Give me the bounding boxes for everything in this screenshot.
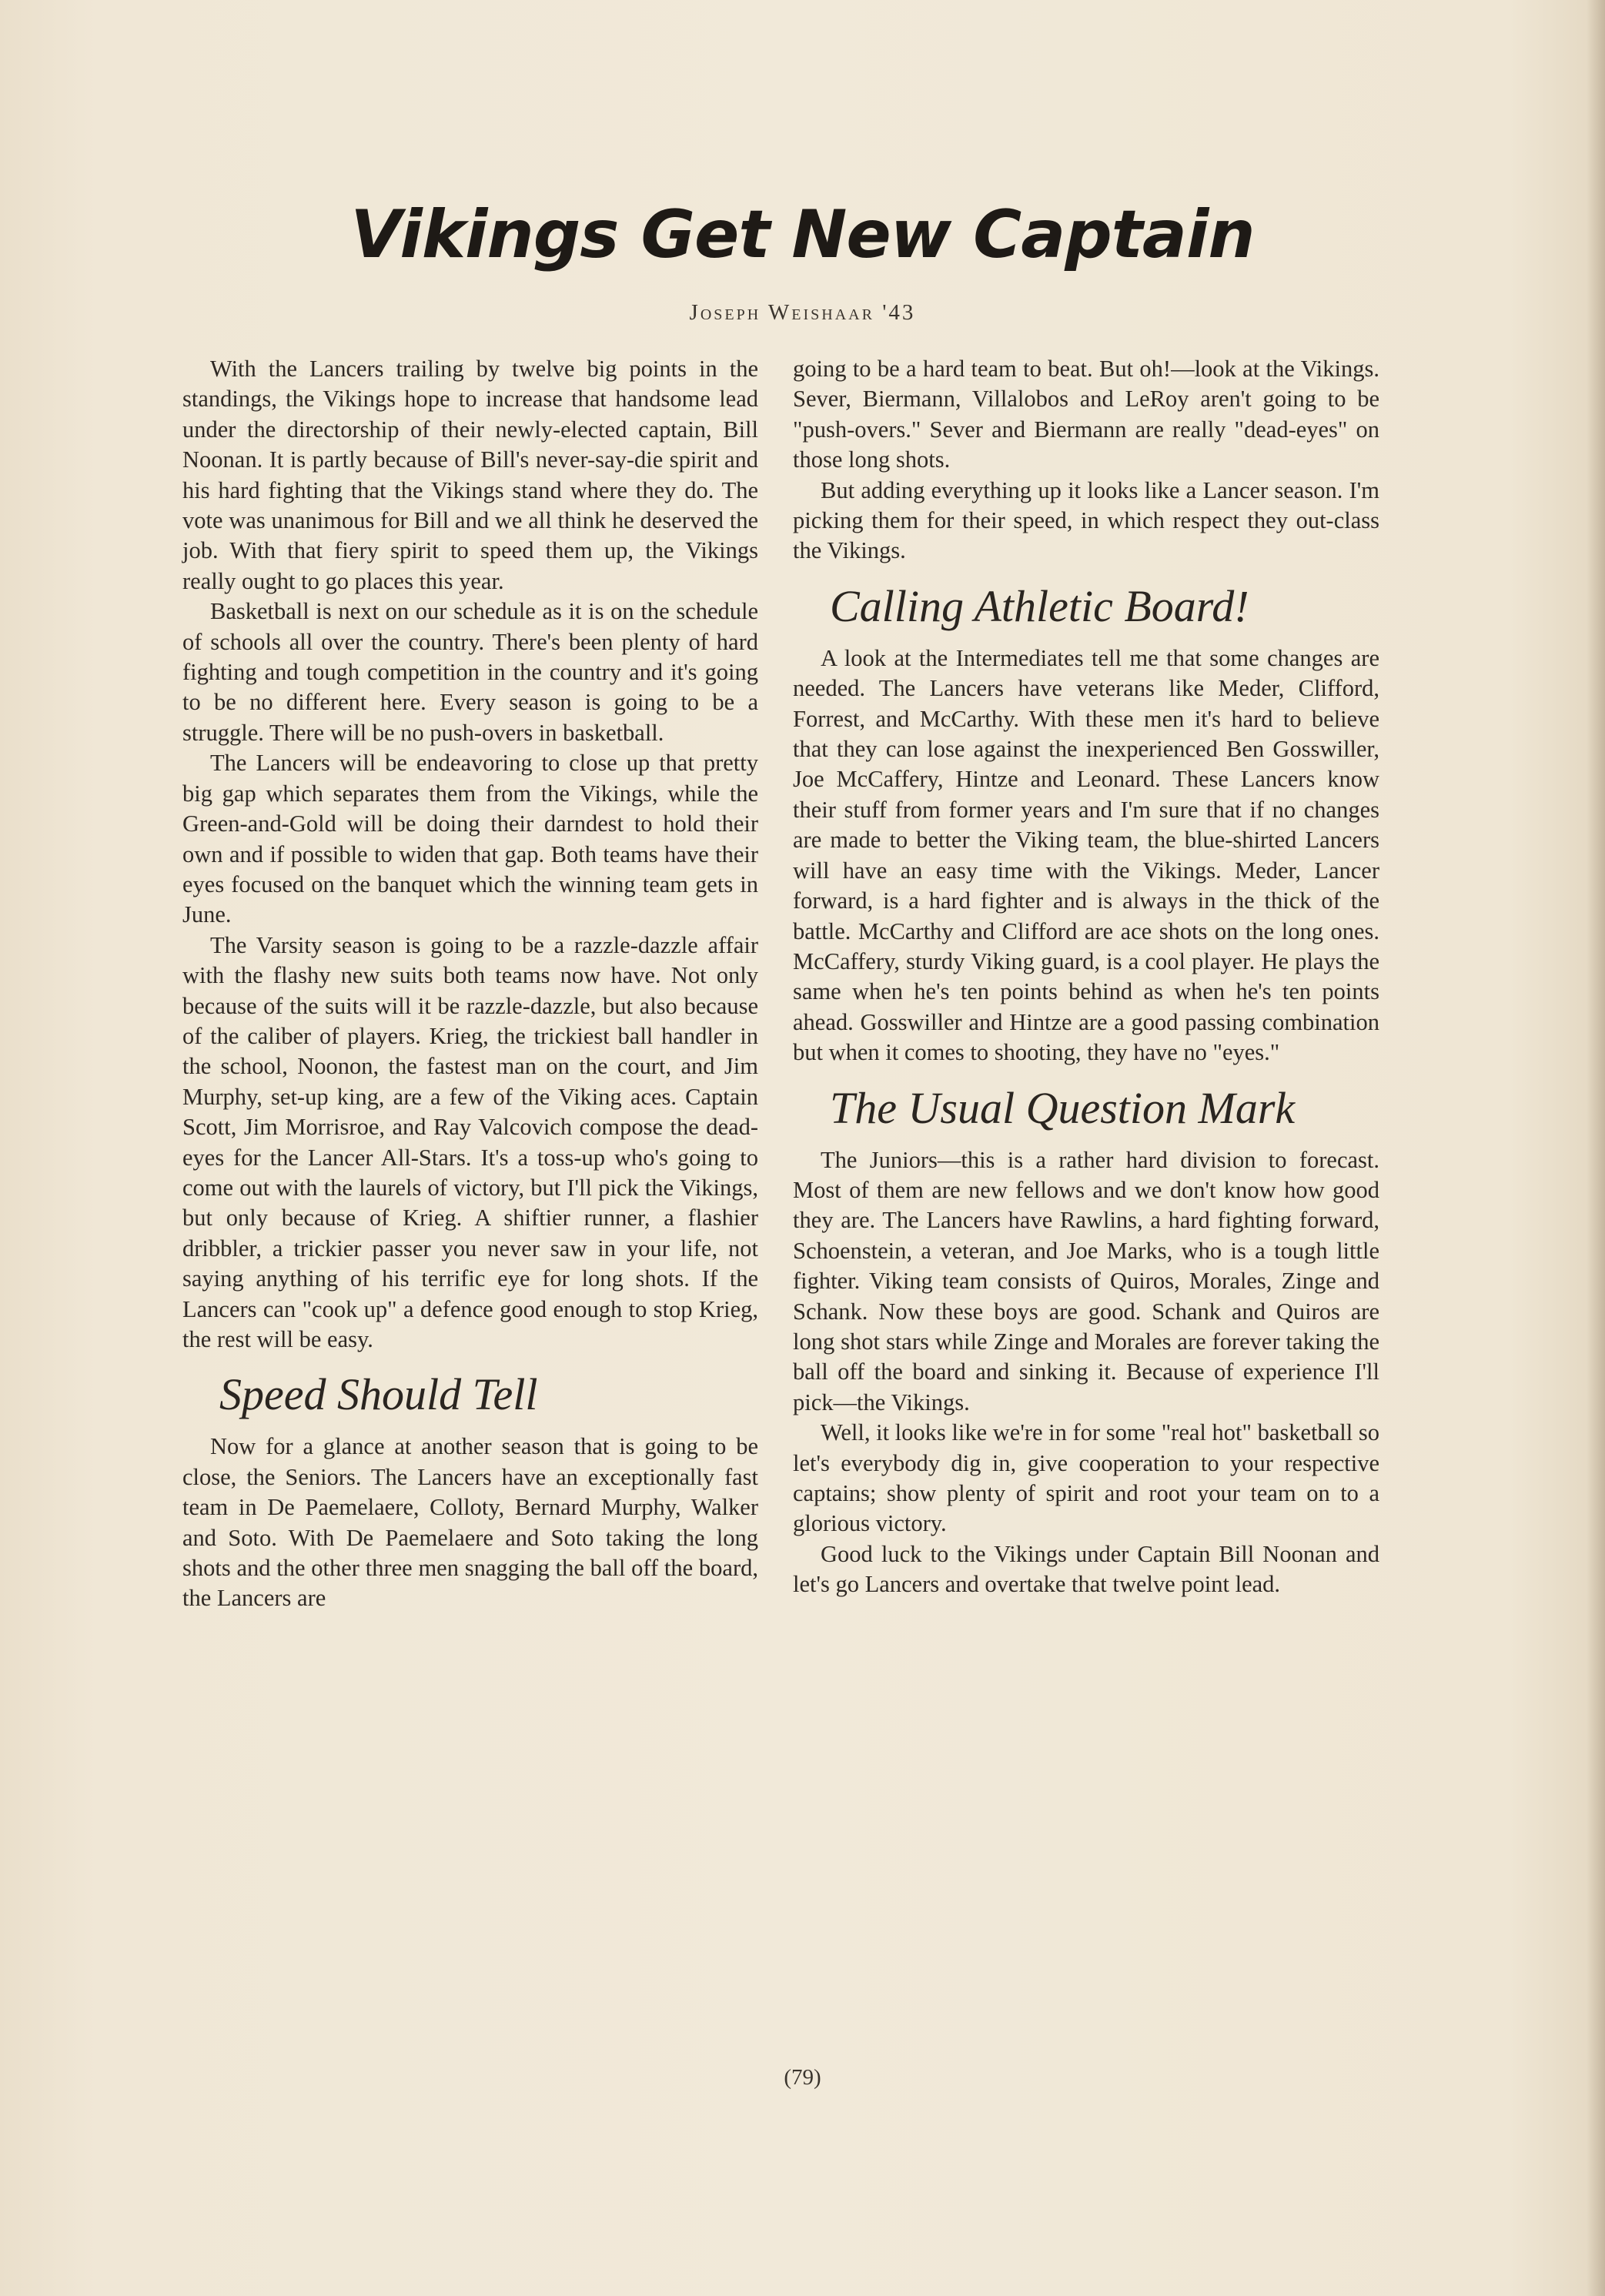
paragraph: The Juniors—this is a rather hard division to forecast. Most of them are new fellows and we don't know how good they are. The Lancers have Rawlins, a hard fighting forward, Schoenstein, a veteran, and Joe Marks, who is a tough little fighter. Viking team consists of Quiros, Morales, Zinge and Schank. Now these boys are good. Schank and Quiros are long shot stars while Zinge and Morales are forever taking the ball off the board and sinking it. Because of experience I'll pick—the Vikings. xyxy=(793,1146,1379,1415)
right-column xyxy=(793,354,1379,1600)
article-byline: Joseph Weishaar '43 xyxy=(689,300,916,325)
paragraph: With the Lancers trailing by twelve big points in the standings, the Vikings hope to increase that handsome lead under the directorship of their newly-elected captain, Bill Noonan. It is partly because of Bill's never-say-die spirit and his hard fighting that the Vikings stand where they do. The vote was unanimous for Bill and we all think he deserved the job. With that fiery spirit to speed them up, the Vikings really ought to go places this year. xyxy=(182,356,758,594)
page-number: (79) xyxy=(784,2065,821,2090)
paragraph: But adding everything up it looks like a Lancer season. I'm picking them for their speed, in which respect they out-class the Vikings. xyxy=(793,476,1379,564)
article-title: Vikings Get New Captain xyxy=(350,196,1255,273)
section-heading-athletic-board: Calling Athletic Board! xyxy=(830,580,1249,631)
paragraph: Good luck to the Vikings under Captain Bill Noonan and let's go Lancers and overtake that twelve point lead. xyxy=(793,1540,1379,1598)
paragraph: Now for a glance at another season that is going to be close, the Seniors. The Lancers have an exceptionally fast team in De Paemelaere, Colloty, Bernard Murphy, Walker and Soto. With De Paemelaere and Soto taking the long shots and the other three men snagging the ball off the board, the Lancers are xyxy=(182,1433,758,1612)
paragraph: The Lancers will be endeavoring to close up that pretty big gap which separates them from the Vikings, while the Green-and-Gold will be doing their darndest to hold their own and if possible to widen that gap. Both teams have their eyes focused on the banquet which the winning team gets in June. xyxy=(182,750,758,928)
section-heading-question-mark: The Usual Question Mark xyxy=(830,1082,1296,1133)
paragraph: Basketball is next on our schedule as it is on the schedule of schools all over the country. There's been plenty of hard fighting and tough competition in the country and it's going to be no different here. Every season is going to be a struggle. There will be no push-overs in basketball. xyxy=(182,598,758,746)
paragraph: A look at the Intermediates tell me that some changes are needed. The Lancers have veterans like Meder, Clifford, Forrest, and McCarthy. With these men it's hard to believe that they can lose against the inexperienced Ben Gosswiller, Joe McCaffery, Hintze and Leonard. These Lancers know their stuff from former years and I'm sure that if no changes are made to better the Viking team, the blue-shirted Lancers will have an easy time with the Vikings. Meder, Lancer forward, is a hard fighter and is always in the thick of the battle. McCarthy and Clifford are ace shots on the long ones. McCaffery, sturdy Viking guard, is a cool player. He plays the same when he's ten points behind as when he's ten points ahead. Gosswiller and Hintze are a good passing combination but when it comes to shooting, they have no "eyes." xyxy=(793,644,1379,1066)
paragraph: going to be a hard team to beat. But oh!—look at the Vikings. Sever, Biermann, Villalobos and LeRoy aren't going to be "push-overs." Sever and Biermann are really "dead-eyes" on those long shots. xyxy=(793,356,1379,473)
section-heading-speed: Speed Should Tell xyxy=(219,1369,538,1420)
paragraph: The Varsity season is going to be a razzle-dazzle affair with the flashy new suits both teams now have. Not only because of the suits will it be razzle-dazzle, but also because of the caliber of players. Krieg, the trickiest ball handler in the school, Noonon, the fastest man on the court, and Jim Murphy, set-up king, are a few of the Viking aces. Captain Scott, Jim Morrisroe, and Ray Valcovich compose the dead-eyes for the Lancer All-Stars. It's a toss-up who's going to come out with the laurels of victory, but I'll pick the Vikings, but only because of Krieg. A shiftier runner, a flashier dribbler, a trickier passer you never saw in your life, not saying anything of his terrific eye for long shots. If the Lancers can "cook up" a defence good enough to stop Krieg, the rest will be easy. xyxy=(182,931,758,1352)
paragraph: Well, it looks like we're in for some "real hot" basketball so let's everybody dig in, give cooperation to your respective captains; show plenty of spirit and root your team on to a glorious victory. xyxy=(793,1419,1379,1537)
page-edge-shadow xyxy=(1587,0,1605,2296)
left-column xyxy=(182,354,758,1614)
